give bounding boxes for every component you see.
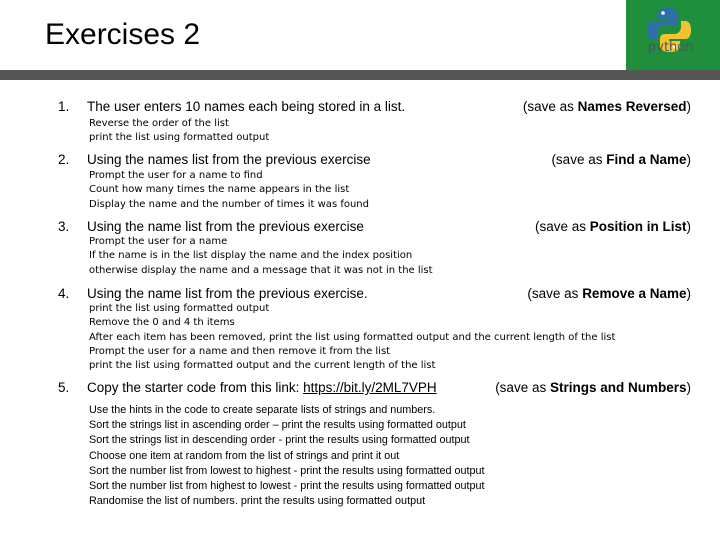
exercise-number: 2. [58, 152, 70, 167]
save-as-note: (save as Strings and Numbers) [495, 380, 691, 395]
exercise-number: 4. [58, 286, 70, 301]
python-logo-text: python [648, 40, 694, 55]
save-as-name: Strings and Numbers [549, 380, 687, 395]
save-as-note: (save as Find a Name) [551, 152, 691, 167]
exercise-heading: Using the names list from the previous exercise [87, 152, 371, 167]
step-line: Sort the strings list in descending order - print the results using formatted output [89, 434, 470, 447]
step-line: Randomise the list of numbers. print the results using formatted output [89, 495, 426, 508]
save-as-name: Names Reversed [577, 99, 687, 114]
starter-code-link[interactable]: https://bit.ly/2ML7VPH [303, 380, 437, 395]
page-title: Exercises 2 [45, 18, 201, 51]
step-line: Remove the 0 and 4 th items [89, 317, 235, 329]
save-as-note: (save as Remove a Name) [527, 286, 691, 301]
step-line: print the list using formatted output and the current length of the list [89, 360, 436, 372]
step-line: Display the name and the number of times it was found [89, 198, 369, 210]
exercise-number: 1. [58, 99, 70, 114]
step-line: If the name is in the list display the name and the index position [89, 250, 413, 262]
exercise-number: 3. [58, 219, 70, 234]
step-line: Sort the number list from highest to lowest - print the results using formatted output [89, 480, 485, 493]
save-as-name: Remove a Name [582, 286, 687, 301]
exercise-heading: Copy the starter code from this link: https://bit.ly/2ML7VPH [87, 380, 437, 395]
exercise-steps [89, 117, 269, 146]
step-line: Sort the strings list in ascending order – print the results using formatted output [89, 419, 466, 432]
step-line: Reverse the order of the list [89, 118, 229, 129]
step-line: print the list using formatted output [89, 132, 270, 144]
step-line: Prompt the user for a name to find [89, 170, 263, 181]
save-as-note: (save as Position in List) [534, 219, 691, 234]
save-as-note: (save as Names Reversed) [522, 99, 691, 114]
exercise-steps [89, 169, 369, 212]
step-line: Sort the number list from lowest to highest - print the results using formatted output [89, 464, 485, 477]
step-line: otherwise display the name and a message that it was not in the list [89, 264, 433, 276]
step-line: Count how many times the name appears in the list [89, 184, 350, 196]
step-line: print the list using formatted output [89, 303, 270, 314]
save-as-name: Find a Name [606, 152, 687, 167]
header-divider [0, 70, 720, 80]
exercise-steps [89, 302, 615, 373]
exercise-steps [89, 403, 484, 509]
step-line: Use the hints in the code to create separate lists of strings and numbers. [89, 404, 436, 416]
save-as-name: Position in List [589, 219, 687, 234]
step-line: Prompt the user for a name [89, 236, 228, 247]
step-line: Prompt the user for a name and then remove it from the list [89, 345, 391, 357]
exercise-heading: The user enters 10 names each being stored in a list. [87, 99, 406, 114]
exercise-steps [89, 235, 433, 278]
exercise-heading: Using the name list from the previous exercise [87, 219, 364, 234]
step-line: Choose one item at random from the list of strings and print it out [89, 449, 400, 462]
exercise-number: 5. [58, 380, 70, 395]
exercise-heading: Using the name list from the previous exercise. [87, 286, 368, 301]
step-line: After each item has been removed, print the list using formatted output and the current length of the list [89, 331, 616, 343]
